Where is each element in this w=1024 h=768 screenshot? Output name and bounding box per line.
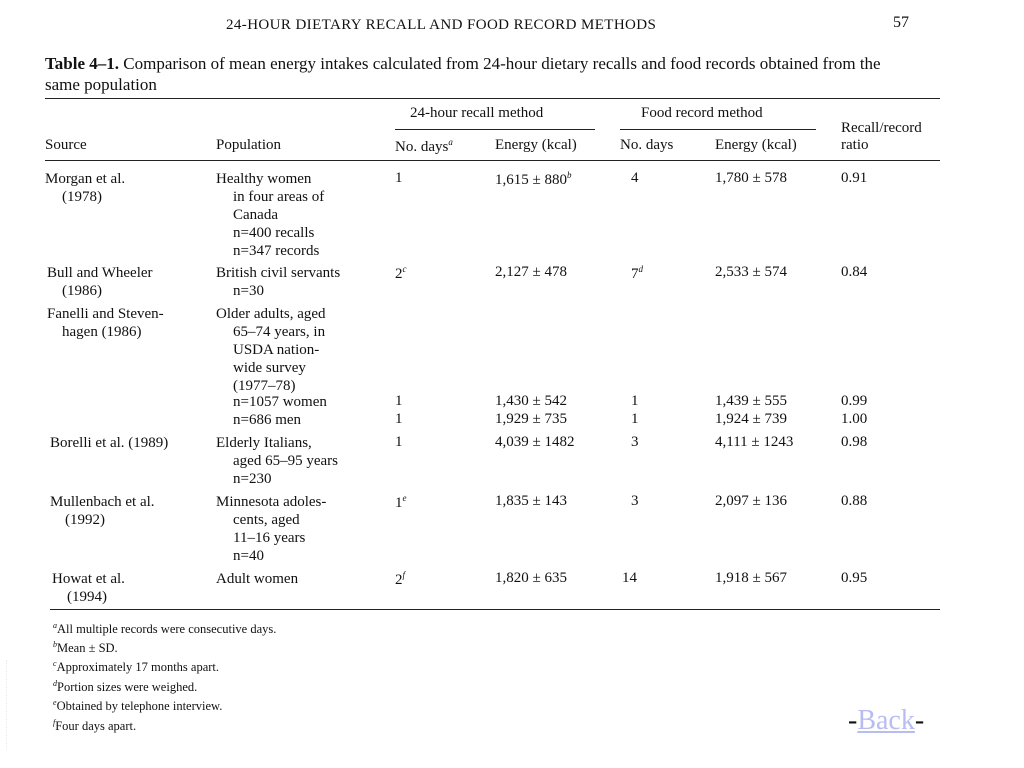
- population-line: British civil servants: [216, 265, 341, 281]
- population-line: (1977–78): [233, 378, 296, 394]
- cell-record-days: 14: [622, 570, 637, 586]
- back-prefix: -: [848, 705, 858, 736]
- cell-record-energy: 1,780 ± 578: [715, 170, 787, 186]
- footnote: [53, 679, 197, 695]
- footnote-mark-c: c: [402, 264, 407, 274]
- source-line: (1994): [67, 589, 107, 605]
- source-line: (1978): [62, 189, 102, 205]
- cell-recall-days: 1: [395, 411, 403, 427]
- population-line: 65–74 years, in: [233, 324, 326, 340]
- col-recall-days-header: [395, 137, 453, 156]
- cell-recall-energy: 1,929 ± 735: [495, 411, 567, 427]
- source-line: (1992): [65, 512, 105, 528]
- population-line: USDA nation-: [233, 342, 320, 358]
- recall-energy-value: 1,615 ± 880: [495, 172, 567, 188]
- cell-source: [50, 493, 155, 529]
- table-caption: [45, 53, 915, 95]
- cell-recall-energy: 1,820 ± 635: [495, 570, 567, 586]
- cell-recall-energy: 1,835 ± 143: [495, 493, 567, 509]
- source-line: Morgan et al.: [45, 171, 126, 187]
- footnote-mark: c: [53, 659, 57, 668]
- footnote-text: All multiple records were consecutive days.: [57, 622, 277, 637]
- footnote-text: Obtained by telephone interview.: [56, 699, 223, 714]
- cell-source: [50, 434, 168, 452]
- col-recall-energy-header: Energy (kcal): [495, 137, 577, 153]
- cell-source: [52, 570, 125, 606]
- cell-recall-days: 1: [395, 393, 403, 409]
- population-line: wide survey: [233, 360, 306, 376]
- col-recall-days-label: No. days: [395, 139, 449, 155]
- cell-ratio: 0.84: [841, 264, 868, 280]
- source-line: hagen (1986): [62, 324, 142, 340]
- population-line: n=347 records: [233, 243, 320, 259]
- table-label: Table 4–1.: [45, 54, 120, 73]
- cell-record-energy: 4,111 ± 1243: [715, 434, 794, 450]
- footnote: [53, 621, 276, 637]
- population-line: aged 65–95 years: [233, 453, 338, 469]
- col-record-days-header: No. days: [620, 137, 674, 153]
- col-population-header: Population: [216, 137, 282, 153]
- footnote-mark: d: [53, 679, 57, 688]
- source-line: Fanelli and Steven-: [47, 306, 164, 322]
- recall-days-value: 2: [395, 572, 403, 588]
- cell-source: [47, 264, 153, 300]
- cell-recall-energy: 1,430 ± 542: [495, 393, 567, 409]
- cell-ratio: 0.95: [841, 570, 868, 586]
- cell-source: [47, 305, 164, 341]
- footnote: [53, 640, 118, 656]
- footnote-mark-a: a: [448, 137, 453, 147]
- page-number: 57: [893, 14, 909, 31]
- footnote-mark-d: d: [638, 264, 643, 274]
- table-bottom-rule: [50, 609, 940, 610]
- source-line: Bull and Wheeler: [47, 265, 153, 281]
- cell-ratio: 0.98: [841, 434, 868, 450]
- table-top-rule: [45, 98, 940, 99]
- footnote-mark-b: b: [566, 170, 572, 180]
- col-ratio-header-line2: ratio: [841, 137, 869, 153]
- record-method-header: Food record method: [641, 105, 763, 121]
- recall-days-value: 2: [395, 266, 403, 282]
- cell-record-days: 1: [631, 393, 639, 409]
- source-line: Howat et al.: [52, 571, 125, 587]
- footnote-mark: f: [53, 718, 56, 727]
- col-ratio-header-line1: Recall/record: [841, 120, 922, 136]
- cell-recall-days: [395, 493, 407, 512]
- recall-days-value: 1: [395, 495, 403, 511]
- population-line: in four areas of: [233, 189, 325, 205]
- record-days-value: 7: [631, 266, 639, 282]
- cell-population: [216, 170, 324, 260]
- population-line: cents, aged: [233, 512, 300, 528]
- footnote-mark-e: e: [402, 493, 407, 503]
- cell-recall-energy: 2,127 ± 478: [495, 264, 567, 280]
- population-line: Healthy women: [216, 171, 312, 187]
- cell-recall-days: [395, 570, 405, 589]
- cell-population-subgroup: n=686 men: [233, 412, 302, 428]
- cell-ratio: 0.88: [841, 493, 868, 509]
- cell-population: [216, 570, 298, 588]
- cell-record-days: 1: [631, 411, 639, 427]
- cell-recall-energy: [495, 170, 571, 189]
- population-line: Adult women: [216, 571, 299, 587]
- cell-recall-days: [395, 264, 407, 283]
- footnote: [53, 659, 219, 675]
- footnote-mark-f: f: [402, 570, 406, 580]
- population-line: n=230: [233, 471, 272, 487]
- population-line: n=30: [233, 283, 264, 299]
- footnote: [53, 698, 222, 714]
- population-line: n=40: [233, 548, 264, 564]
- footnote-mark: a: [53, 621, 57, 630]
- table-caption-text: Comparison of mean energy intakes calculated from 24-hour dietary recalls and food records obtained from the same population: [45, 54, 881, 94]
- cell-record-days: 3: [631, 493, 639, 509]
- record-group-rule: [620, 129, 816, 130]
- cell-recall-days: 1: [395, 170, 403, 186]
- population-line: Minnesota adoles-: [216, 494, 327, 510]
- population-line: n=400 recalls: [233, 225, 315, 241]
- population-line: Canada: [233, 207, 278, 223]
- scan-artifact: [6, 660, 15, 750]
- recall-group-rule: [395, 129, 595, 130]
- cell-record-energy: 2,533 ± 574: [715, 264, 787, 280]
- recall-method-header: 24-hour recall method: [410, 105, 544, 121]
- footnote-text: Portion sizes were weighed.: [57, 680, 198, 695]
- cell-population-subgroup: n=1057 women: [233, 394, 327, 410]
- cell-recall-energy: 4,039 ± 1482: [495, 434, 575, 450]
- footnote-mark: b: [53, 640, 57, 649]
- cell-ratio: 0.91: [841, 170, 868, 186]
- footnote-mark: e: [53, 698, 57, 707]
- cell-population: [216, 264, 340, 300]
- back-link[interactable]: Back: [857, 705, 915, 736]
- back-suffix: -: [914, 705, 925, 736]
- cell-population: [216, 493, 326, 565]
- header-bottom-rule: [45, 160, 940, 161]
- col-record-energy-header: Energy (kcal): [715, 137, 797, 153]
- population-line: Elderly Italians,: [216, 435, 312, 451]
- population-line: 11–16 years: [233, 530, 306, 546]
- footnote-text: Mean ± SD.: [57, 641, 118, 656]
- cell-population: [216, 434, 338, 488]
- col-ratio-header: [841, 120, 922, 154]
- source-line: Mullenbach et al.: [50, 494, 155, 510]
- cell-record-energy: 1,439 ± 555: [715, 393, 787, 409]
- cell-record-energy: 1,924 ± 739: [715, 411, 787, 427]
- running-head: 24-HOUR DIETARY RECALL AND FOOD RECORD METHODS: [226, 17, 657, 33]
- source-line: Borelli et al. (1989): [50, 435, 169, 451]
- cell-record-days: [631, 264, 643, 283]
- cell-record-days: 3: [631, 434, 639, 450]
- cell-population: [216, 305, 326, 395]
- cell-ratio: 0.99: [841, 393, 868, 409]
- cell-record-days: 4: [631, 170, 639, 186]
- cell-ratio: 1.00: [841, 411, 868, 427]
- col-source-header: Source: [45, 137, 87, 153]
- cell-recall-days: 1: [395, 434, 403, 450]
- population-line: Older adults, aged: [216, 306, 326, 322]
- cell-source: [45, 170, 125, 206]
- footnote-text: Four days apart.: [55, 719, 137, 734]
- source-line: (1986): [62, 283, 102, 299]
- cell-record-energy: 1,918 ± 567: [715, 570, 787, 586]
- footnote: [53, 718, 136, 734]
- cell-record-energy: 2,097 ± 136: [715, 493, 787, 509]
- footnote-text: Approximately 17 months apart.: [56, 660, 220, 675]
- back-nav: [848, 705, 924, 737]
